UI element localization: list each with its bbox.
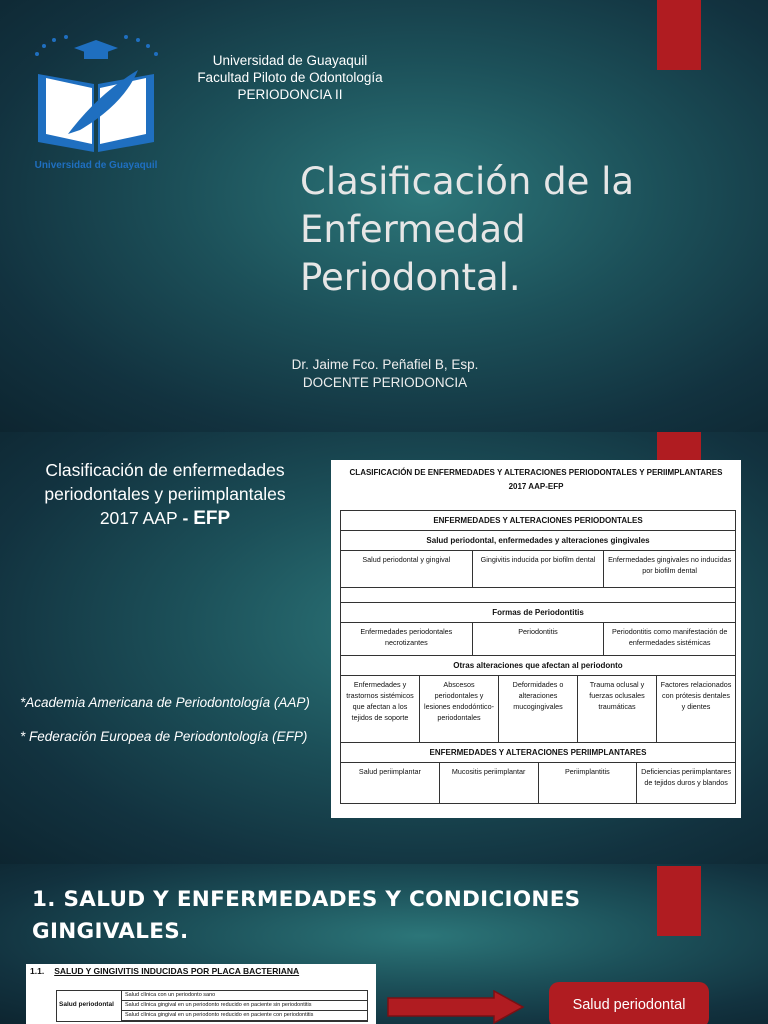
author-role: DOCENTE PERIODONCIA xyxy=(302,375,468,390)
table-title xyxy=(331,466,741,494)
university-name: Universidad de Guayaquil xyxy=(212,53,368,68)
table-cell: Periodontitis como manifestación de enfermedades sistémicas xyxy=(603,623,735,655)
title-line: Periodontal. xyxy=(300,256,521,299)
footnote-aap: *Academia Americana de Periodontología (AAP) xyxy=(20,695,310,710)
excerpt-line: Salud clínica gingival en un periodonto reducido en paciente sin periodontitis xyxy=(122,1001,367,1011)
heading-line: GINGIVALES. xyxy=(32,919,189,944)
author-name: Dr. Jaime Fco. Peñafiel B, Esp. xyxy=(291,357,479,372)
heading-dash: - xyxy=(177,508,194,528)
table-cell: Factores relacionados con prótesis dentales y dientes xyxy=(656,676,735,742)
heading-line xyxy=(14,506,316,531)
table-title-line: 2017 AAP-EFP xyxy=(508,482,564,491)
excerpt-line: Salud clínica gingival en un periodonto reducido en paciente con periodontitis xyxy=(122,1011,367,1021)
right-arrow-icon xyxy=(386,990,526,1024)
table-cell: Enfermedades y trastornos sistémicos que afectan a los tejidos de soporte xyxy=(346,680,414,722)
section-header: ENFERMEDADES Y ALTERACIONES PERIODONTALES xyxy=(433,516,643,525)
footnote-efp: * Federación Europea de Periodontología (EFP) xyxy=(20,729,308,744)
section-header: ENFERMEDADES Y ALTERACIONES PERIIMPLANTARES xyxy=(429,748,647,757)
slide-1 xyxy=(0,0,768,432)
heading-line: periodontales y periimplantales xyxy=(44,484,286,504)
table-cell: Salud periodontal y gingival xyxy=(362,555,451,564)
table-cell: Mucositis periimplantar xyxy=(439,763,538,803)
table-cell: Abscesos periodontales y lesiones endodóntico-periodontales xyxy=(419,676,498,742)
table-spacer xyxy=(341,587,735,602)
table-cell: Periimplantitis xyxy=(538,763,637,803)
heading-year: 2017 AAP xyxy=(99,508,178,528)
table-cell: Trauma oclusal y fuerzas oclusales traumáticas xyxy=(577,676,656,742)
accent-bar xyxy=(657,866,701,936)
heading-line: Clasificación de enfermedades xyxy=(45,460,285,480)
institution-header xyxy=(160,52,420,103)
table-title-line: CLASIFICACIÓN DE ENFERMEDADES Y ALTERACIONES PERIODONTALES Y PERIIMPLANTARES xyxy=(349,468,723,477)
course-name: PERIODONCIA II xyxy=(237,87,343,102)
slide-heading xyxy=(32,884,632,948)
excerpt-number: 1.1. xyxy=(30,966,45,976)
table-cell: Gingivitis inducida por biofilm dental xyxy=(472,551,604,587)
excerpt-title: SALUD Y GINGIVITIS INDUCIDAS POR PLACA BACTERIANA xyxy=(54,966,300,976)
document-excerpt-image xyxy=(26,964,376,1024)
table-cell: Enfermedades gingivales no inducidas por biofilm dental xyxy=(603,551,735,587)
slide-heading xyxy=(14,458,316,531)
excerpt-line: Salud clínica con un periodonto sano xyxy=(122,991,367,1001)
table-cell: Periodontitis xyxy=(472,623,604,655)
footnotes xyxy=(20,694,310,762)
logo-caption: Universidad de Guayaquil xyxy=(34,160,158,171)
table-cell: Enfermedades periodontales necrotizantes xyxy=(360,627,453,647)
excerpt-heading xyxy=(30,966,299,976)
subsection-header: Otras alteraciones que afectan al periodonto xyxy=(453,661,623,670)
table-cell: Salud periimplantar xyxy=(358,767,421,776)
heading-line: 1. SALUD Y ENFERMEDADES Y CONDICIONES xyxy=(32,887,581,912)
author-block xyxy=(240,356,530,392)
excerpt-lines xyxy=(121,991,367,1021)
title-line: Enfermedad xyxy=(300,208,526,251)
subsection-header: Salud periodontal, enfermedades y alteraciones gingivales xyxy=(426,536,650,545)
label-pill: Salud periodontal xyxy=(549,982,709,1024)
accent-bar xyxy=(657,0,701,70)
table-cell: Deformidades o alteraciones mucogingivales xyxy=(498,676,577,742)
faculty-name: Facultad Piloto de Odontología xyxy=(197,70,383,85)
heading-efp: EFP xyxy=(193,508,231,529)
title-line: Clasificación de la xyxy=(300,160,635,203)
excerpt-table xyxy=(56,990,368,1022)
classification-table xyxy=(340,510,736,804)
slide-title xyxy=(300,158,740,302)
subsection-header: Formas de Periodontitis xyxy=(492,608,584,617)
university-logo xyxy=(28,34,164,174)
classification-table-image xyxy=(331,460,741,818)
slide-2 xyxy=(0,432,768,864)
slide-3 xyxy=(0,864,768,1024)
table-cell: Deficiencias periimplantares de tejidos duros y blandos xyxy=(636,763,735,803)
excerpt-row-label: Salud periodontal xyxy=(59,1001,114,1008)
